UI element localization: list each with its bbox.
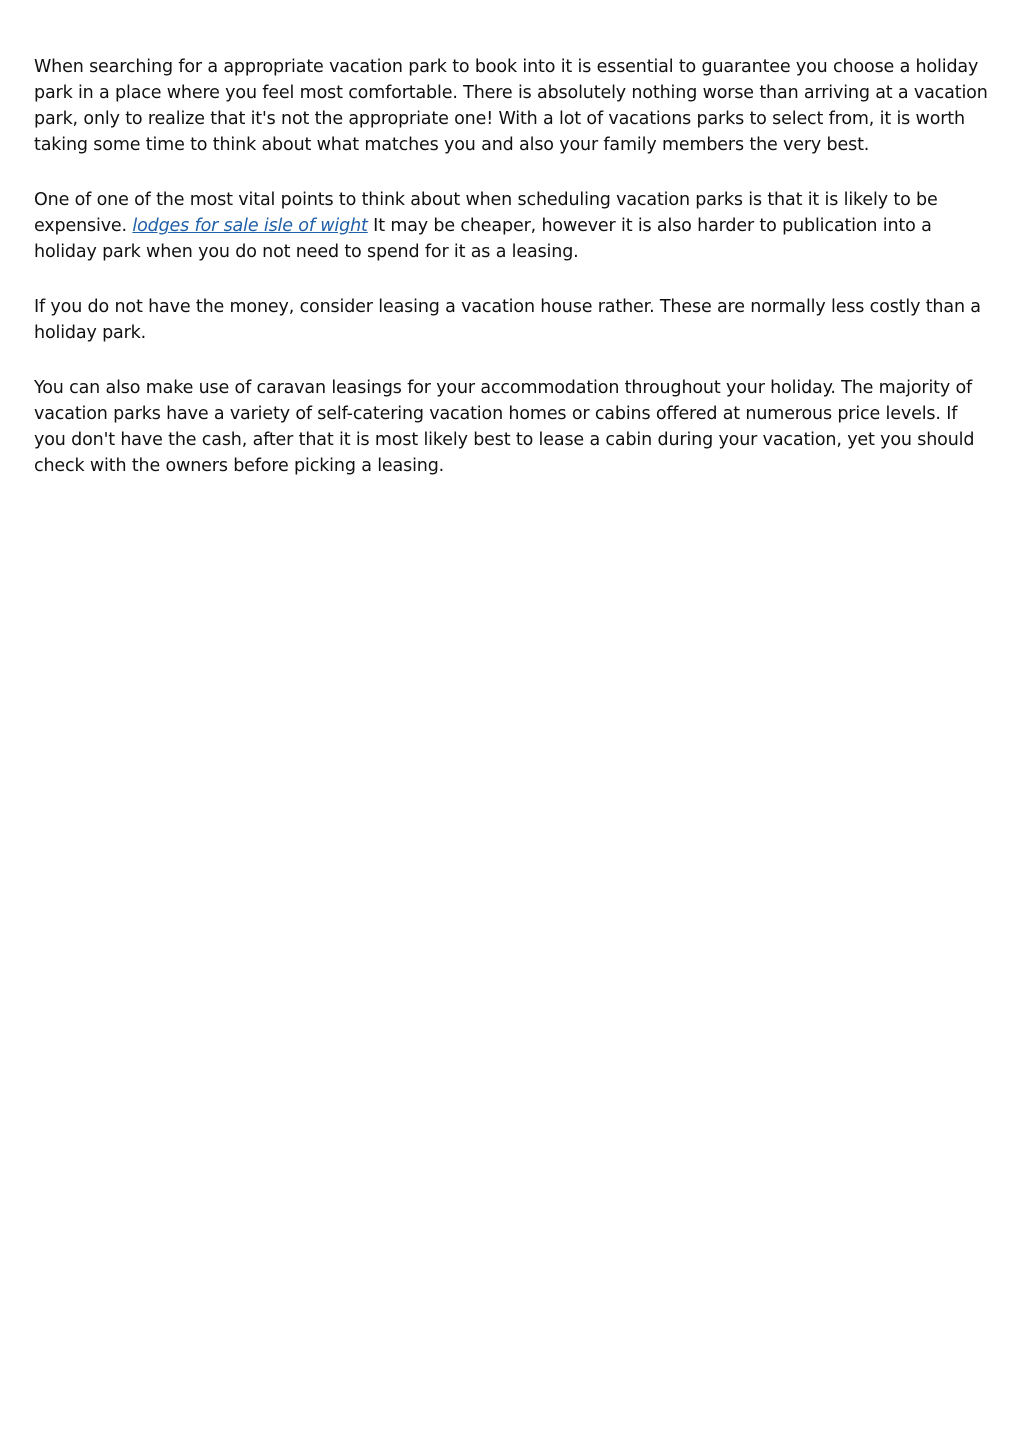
paragraph-2-text-end: It may be cheaper, however it is also harder to publication into a holiday park when you do not need to spend for it as a leasing. — [34, 216, 932, 262]
lodges-link[interactable]: lodges for sale isle of wight — [132, 216, 368, 236]
paragraph-1: When searching for a appropriate vacation park to book into it is essential to guarantee you choose a holiday park in a place where you feel most comfortable. There is absolutely nothing worse than arriving at a vacation park, only to realize that it's not the appropriate one! With a lot of vacations parks to select from, it is worth taking some time to think about what matches you and also your family members the very best. — [34, 57, 988, 155]
paragraph-3: If you do not have the money, consider leasing a vacation house rather. These are normally less costly than a holiday park. — [34, 297, 981, 343]
document-body — [34, 54, 994, 508]
paragraph-2 — [34, 187, 994, 265]
paragraph-2-text-start: One of one of the most vital points to think about when scheduling vacation parks is that it is likely to be expensive. — [34, 190, 938, 236]
paragraph-4: You can also make use of caravan leasings for your accommodation throughout your holiday. The majority of vacation parks have a variety of self-catering vacation homes or cabins offered at numerous price levels. If you don't have the cash, after that it is most likely best to lease a cabin during your vacation, yet you should check with the owners before picking a leasing. — [34, 378, 975, 476]
